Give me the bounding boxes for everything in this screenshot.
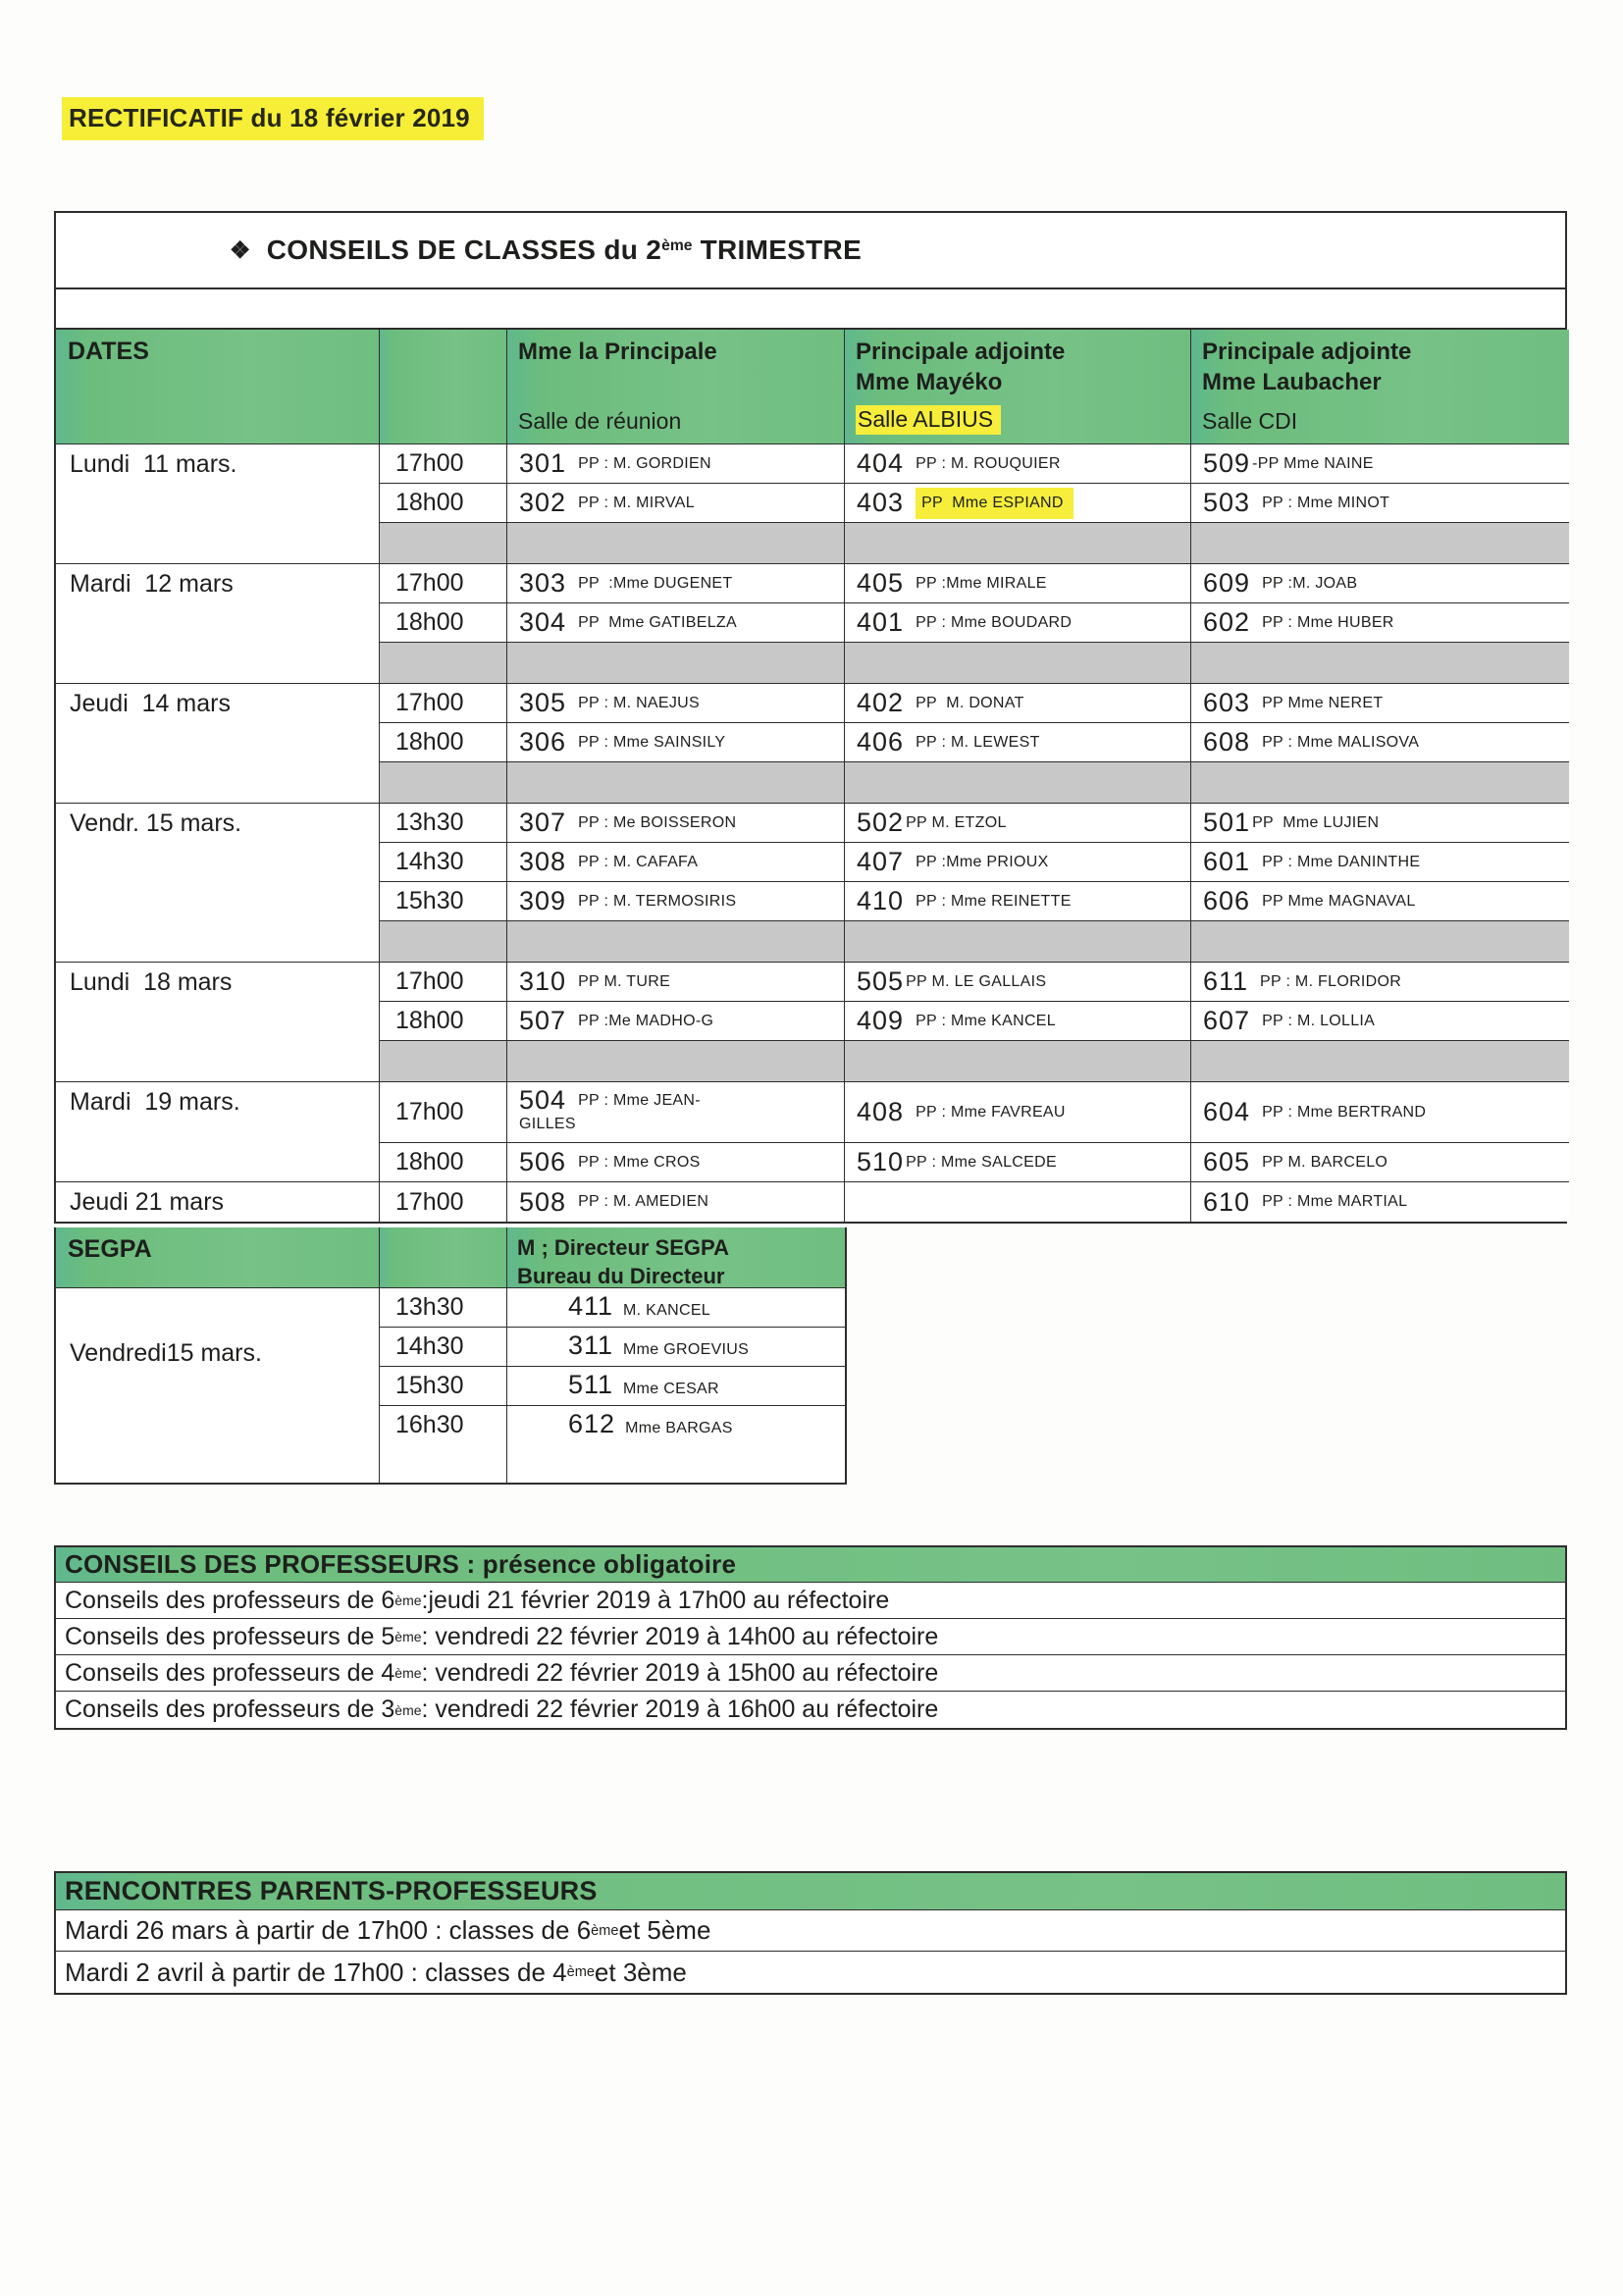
time-cell: 17h00: [380, 684, 507, 723]
class-cell: [507, 684, 845, 723]
class-cell: [845, 843, 1191, 882]
pp-teacher: PP :M. JOAB: [1262, 574, 1358, 592]
class-number: 609: [1203, 568, 1251, 598]
class-cell: [507, 484, 845, 523]
pp-teacher: PP : Mme SALCEDE: [906, 1153, 1057, 1171]
class-cell: [845, 723, 1191, 762]
class-number: 308: [519, 847, 567, 876]
conseils-row: [56, 1583, 1565, 1619]
class-cell: [1191, 804, 1569, 843]
pp-teacher: PP : M. FLORIDOR: [1260, 972, 1402, 990]
class-cell: [507, 723, 845, 762]
row-text: : vendredi 22 février 2019 à 14h00 au réfectoire: [421, 1622, 939, 1650]
class-number: 507: [519, 1006, 567, 1035]
class-number: 407: [857, 847, 905, 876]
segpa-header-empty: [380, 1227, 507, 1288]
class-cell: [1191, 444, 1569, 484]
separator-cell: [845, 523, 1191, 564]
class-cell: [507, 1002, 845, 1041]
class-cell: [1191, 484, 1569, 523]
superscript: ème: [566, 1964, 595, 1980]
pp-teacher: PP :Me MADHO-G: [578, 1012, 714, 1029]
pp-teacher: PP : Mme BERTRAND: [1262, 1103, 1427, 1121]
class-cell: [507, 882, 845, 921]
separator-cell: [845, 643, 1191, 684]
class-number: 504: [519, 1085, 567, 1115]
class-cell: [845, 1182, 1191, 1222]
pp-teacher: -PP Mme NAINE: [1252, 454, 1374, 472]
separator-cell: [845, 1041, 1191, 1082]
conseils-rows: [56, 1583, 1565, 1728]
class-number: 402: [857, 688, 905, 717]
time-cell: 18h00: [380, 603, 507, 643]
time-cell: 17h00: [380, 1182, 507, 1222]
time-cell: 17h00: [380, 963, 507, 1002]
row-text: Conseils des professeurs de 5: [65, 1622, 395, 1650]
class-number: 403: [857, 488, 905, 517]
pp-teacher: PP : Mme REINETTE: [916, 892, 1072, 910]
pp-teacher: PP : Mme SAINSILY: [578, 733, 726, 751]
segpa-class-cell: [507, 1367, 845, 1406]
separator-cell: [1191, 643, 1569, 684]
class-number: 606: [1203, 886, 1251, 915]
pp-teacher: PP M. DONAT: [916, 694, 1024, 711]
class-cell: [507, 603, 845, 643]
segpa-class-cell: [507, 1328, 845, 1367]
class-number: 509: [1203, 448, 1251, 478]
pp-teacher-highlighted: PP Mme ESPIAND: [916, 488, 1073, 519]
pp-teacher: PP M. TURE: [578, 972, 671, 990]
segpa-director-header: M ; Directeur SEGPA Bureau du Directeur: [507, 1227, 845, 1288]
time-cell: 15h30: [380, 882, 507, 921]
conseils-row: [56, 1655, 1565, 1692]
row-text: Conseils des professeurs de 6: [65, 1586, 395, 1614]
class-cell: [845, 564, 1191, 603]
date-cell: Mardi 12 mars: [56, 564, 380, 684]
header-adjointe-mayeko-names: Principale adjointe Mme Mayéko: [856, 339, 1066, 396]
header-salle-albius-highlight: Salle ALBIUS: [856, 405, 1001, 435]
date-cell: Jeudi 21 mars: [56, 1182, 380, 1222]
class-number: 601: [1203, 847, 1251, 876]
class-number: 301: [519, 448, 567, 478]
class-cell: [507, 564, 845, 603]
row-text: : vendredi 22 février 2019 à 16h00 au réfectoire: [421, 1696, 939, 1723]
header-adjointe-laubacher-names: Principale adjointe Mme Laubacher: [1202, 339, 1412, 396]
pp-teacher: Mme CESAR: [623, 1381, 719, 1397]
class-number: 302: [519, 488, 567, 517]
class-number: 401: [857, 607, 905, 637]
class-number: 311: [568, 1331, 614, 1360]
pp-teacher: PP : M. LEWEST: [916, 733, 1040, 751]
header-principale-name: Mme la Principale: [518, 339, 717, 365]
pp-teacher-line2: GILLES: [519, 1116, 576, 1132]
table-title: [56, 213, 1565, 289]
superscript: ème: [394, 1701, 422, 1718]
class-cell: [507, 1143, 845, 1182]
separator-cell: [507, 523, 845, 564]
time-cell: 18h00: [380, 1143, 507, 1182]
class-number: 602: [1203, 607, 1251, 637]
superscript: ème: [591, 1922, 619, 1939]
pp-teacher: PP :Mme PRIOUX: [916, 853, 1049, 870]
pp-teacher: PP : Mme FAVREAU: [916, 1103, 1066, 1121]
conseils-row: [56, 1619, 1565, 1655]
time-cell: 18h00: [380, 484, 507, 523]
class-number: 408: [857, 1097, 905, 1126]
class-cell: [845, 684, 1191, 723]
segpa-label: SEGPA: [56, 1227, 380, 1288]
class-cell: [1191, 684, 1569, 723]
pp-teacher: PP Mme NERET: [1262, 694, 1384, 711]
class-cell: [845, 603, 1191, 643]
class-number: 404: [857, 448, 905, 478]
class-cell: [845, 444, 1191, 484]
separator-cell: [507, 643, 845, 684]
pp-teacher: PP Mme MAGNAVAL: [1262, 892, 1416, 910]
pp-teacher: PP : Mme DANINTHE: [1262, 853, 1421, 870]
row-text: et 5ème: [618, 1915, 711, 1945]
main-table-grid: [56, 330, 1565, 1222]
row-text: Conseils des professeurs de 4: [65, 1658, 395, 1687]
separator-cell: [1191, 1041, 1569, 1082]
segpa-table: [54, 1227, 847, 1485]
pp-teacher: PP : Mme MALISOVA: [1262, 733, 1420, 751]
pp-teacher: M. KANCEL: [623, 1302, 710, 1319]
separator-cell: [380, 643, 507, 684]
segpa-time-cell: 13h30: [380, 1288, 507, 1328]
class-number: 610: [1203, 1186, 1251, 1217]
pp-teacher: Mme BARGAS: [625, 1420, 733, 1436]
conseils-header: CONSEILS DES PROFESSEURS : présence obligatoire: [56, 1547, 1565, 1583]
class-number: 503: [1203, 488, 1251, 517]
time-cell: 14h30: [380, 843, 507, 882]
header-principale-salle: Salle de réunion: [518, 408, 682, 434]
class-number: 511: [568, 1370, 614, 1399]
row-text: Conseils des professeurs de 3: [65, 1696, 395, 1723]
pp-teacher: PP :Mme DUGENET: [578, 574, 733, 592]
rencontres-header: RENCONTRES PARENTS-PROFESSEURS: [56, 1873, 1565, 1910]
class-number: 505: [857, 966, 905, 996]
class-cell: [507, 963, 845, 1002]
segpa-class-cell: [507, 1288, 845, 1328]
title-text: CONSEILS DE CLASSES du 2ème TRIMESTRE: [266, 235, 863, 265]
pp-teacher: PP M. ETZOL: [906, 813, 1007, 831]
class-cell: [1191, 1143, 1569, 1182]
row-text: Mardi 2 avril à partir de 17h00 : classes de 4: [65, 1957, 567, 1987]
class-cell: [507, 444, 845, 484]
segpa-class-cell: [507, 1406, 845, 1483]
class-cell: [845, 1082, 1191, 1143]
rencontres-section: [54, 1871, 1567, 1995]
class-cell: [1191, 564, 1569, 603]
date-cell: Mardi 19 mars.: [56, 1082, 380, 1182]
rencontres-row: [56, 1952, 1565, 1993]
class-cell: [507, 804, 845, 843]
class-cell: [1191, 1182, 1569, 1222]
segpa-grid: [56, 1227, 845, 1483]
class-cell: [1191, 963, 1569, 1002]
pp-teacher: PP M. BARCELO: [1262, 1153, 1388, 1171]
pp-teacher: PP : M. TERMOSIRIS: [578, 892, 737, 910]
pp-teacher: PP : Mme MINOT: [1262, 494, 1390, 511]
separator-cell: [845, 762, 1191, 804]
class-cell: [1191, 603, 1569, 643]
pp-teacher: PP : Mme HUBER: [1262, 613, 1394, 631]
class-number: 410: [857, 886, 905, 915]
time-cell: 18h00: [380, 723, 507, 762]
pp-teacher: PP : M. MIRVAL: [578, 494, 695, 511]
header-time-empty: [380, 330, 507, 444]
time-cell: 17h00: [380, 564, 507, 603]
class-number: 405: [857, 568, 905, 598]
pp-teacher: PP : Mme MARTIAL: [1262, 1193, 1408, 1210]
pp-teacher: PP : Mme KANCEL: [916, 1012, 1056, 1029]
header-salle-cdi: Salle CDI: [1202, 408, 1298, 434]
segpa-time-cell: 16h30: [380, 1406, 507, 1483]
separator-cell: [380, 523, 507, 564]
pp-teacher: PP : M. GORDIEN: [578, 454, 711, 472]
separator-cell: [380, 921, 507, 963]
class-cell: [845, 1143, 1191, 1182]
pp-teacher: PP Mme GATIBELZA: [578, 613, 737, 631]
class-cell: [507, 1182, 845, 1222]
class-number: 506: [519, 1147, 567, 1176]
rencontres-rows: [56, 1910, 1565, 1993]
class-cell: [507, 1082, 845, 1143]
class-number: 607: [1203, 1006, 1251, 1035]
time-cell: 18h00: [380, 1002, 507, 1041]
class-cell: [1191, 1082, 1569, 1143]
time-cell: 17h00: [380, 1082, 507, 1143]
pp-teacher: PP : M. AMEDIEN: [578, 1193, 709, 1210]
separator-cell: [845, 921, 1191, 963]
separator-cell: [507, 1041, 845, 1082]
class-number: 510: [857, 1147, 905, 1176]
segpa-time-cell: 15h30: [380, 1367, 507, 1406]
pp-teacher: PP : Mme CROS: [578, 1153, 701, 1171]
class-number: 608: [1203, 727, 1251, 757]
class-number: 306: [519, 727, 567, 757]
class-number: 502: [857, 808, 905, 837]
class-cell: [845, 1002, 1191, 1041]
header-adjointe-laubacher: [1191, 330, 1569, 444]
header-dates: DATES: [56, 330, 380, 444]
superscript: ème: [394, 1592, 422, 1608]
class-number: 309: [519, 886, 567, 915]
class-number: 605: [1203, 1147, 1251, 1176]
class-number: 304: [519, 607, 567, 637]
class-cell: [845, 804, 1191, 843]
separator-cell: [507, 921, 845, 963]
time-cell: 17h00: [380, 444, 507, 484]
rectificatif-heading: RECTIFICATIF du 18 février 2019: [62, 97, 484, 140]
class-number: 501: [1203, 808, 1251, 837]
class-number: 611: [1203, 966, 1249, 996]
separator-cell: [1191, 921, 1569, 963]
diamond-bullet-icon: ❖: [229, 236, 251, 264]
class-cell: [1191, 1002, 1569, 1041]
conseils-row: [56, 1692, 1565, 1728]
pp-teacher: PP : M. CAFAFA: [578, 853, 699, 870]
pp-teacher: PP : M. ROUQUIER: [916, 454, 1061, 472]
class-cell: [845, 484, 1191, 523]
class-cell: [1191, 723, 1569, 762]
pp-teacher: PP : M. LOLLIA: [1262, 1012, 1376, 1029]
class-cell: [845, 963, 1191, 1002]
row-text: : vendredi 22 février 2019 à 15h00 au réfectoire: [421, 1658, 939, 1687]
pp-teacher: PP M. LE GALLAIS: [906, 972, 1047, 990]
pp-teacher: PP :Mme MIRALE: [916, 574, 1047, 592]
segpa-date-cell: Vendredi15 mars.: [56, 1288, 380, 1483]
separator-cell: [380, 762, 507, 804]
class-number: 310: [519, 966, 567, 996]
row-text: :jeudi 21 février 2019 à 17h00 au réfectoire: [421, 1586, 890, 1614]
empty-row: [56, 289, 1565, 330]
class-cell: [1191, 882, 1569, 921]
header-principale: [507, 330, 845, 444]
superscript: ème: [394, 1629, 422, 1644]
class-cell: [1191, 843, 1569, 882]
class-number: 303: [519, 568, 567, 598]
pp-teacher: PP Mme LUJIEN: [1252, 813, 1380, 831]
pp-teacher: PP : Mme JEAN-: [578, 1091, 701, 1109]
pp-teacher: PP : M. NAEJUS: [578, 694, 700, 711]
row-text: Mardi 26 mars à partir de 17h00 : classes de 6: [65, 1915, 592, 1945]
date-cell: Jeudi 14 mars: [56, 684, 380, 804]
class-cell: [507, 843, 845, 882]
separator-cell: [1191, 523, 1569, 564]
main-table: [54, 211, 1567, 1224]
date-cell: Lundi 11 mars.: [56, 444, 380, 564]
time-cell: 13h30: [380, 804, 507, 843]
class-number: 411: [568, 1291, 614, 1321]
date-cell: Lundi 18 mars: [56, 963, 380, 1082]
class-number: 612: [568, 1409, 616, 1438]
segpa-time-cell: 14h30: [380, 1328, 507, 1367]
superscript: ème: [394, 1665, 422, 1681]
class-number: 604: [1203, 1097, 1251, 1126]
class-cell: [845, 882, 1191, 921]
class-number: 406: [857, 727, 905, 757]
pp-teacher: PP : Mme BOUDARD: [916, 613, 1073, 631]
date-cell: Vendr. 15 mars.: [56, 804, 380, 963]
conseils-section: [54, 1545, 1567, 1730]
class-number: 603: [1203, 688, 1251, 717]
row-text: et 3ème: [594, 1957, 687, 1987]
header-adjointe-mayeko: [845, 330, 1191, 444]
class-number: 307: [519, 808, 567, 837]
separator-cell: [380, 1041, 507, 1082]
rencontres-row: [56, 1910, 1565, 1952]
separator-cell: [1191, 762, 1569, 804]
pp-teacher: Mme GROEVIUS: [623, 1341, 750, 1358]
separator-cell: [507, 762, 845, 804]
class-number: 508: [519, 1186, 567, 1217]
class-number: 409: [857, 1006, 905, 1035]
pp-teacher: PP : Me BOISSERON: [578, 813, 737, 831]
class-number: 305: [519, 688, 567, 717]
